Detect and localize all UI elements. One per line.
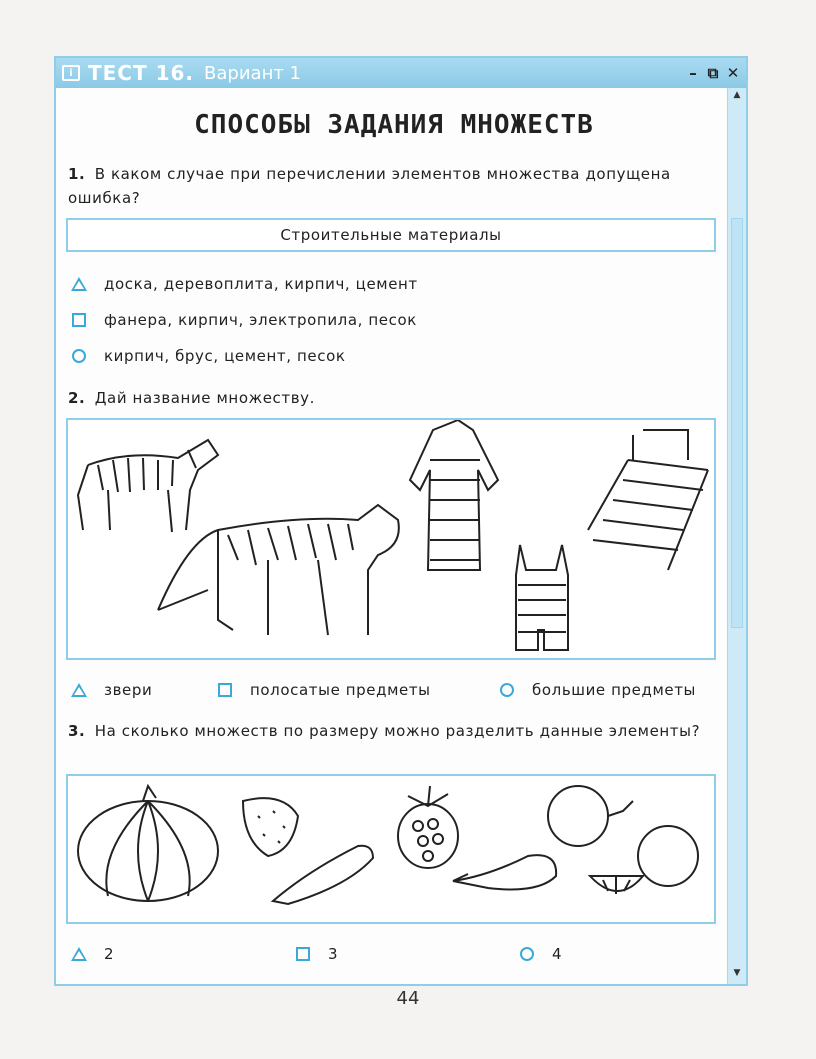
q2-option-c[interactable] — [496, 681, 696, 699]
q3-option-c[interactable] — [516, 945, 562, 963]
fruits-vegetables-illustration — [68, 776, 714, 922]
page-number: 44 — [396, 988, 420, 1009]
striped-items-illustration — [68, 420, 714, 658]
triangle-icon — [71, 683, 87, 697]
question-2-number: 2. — [68, 389, 86, 407]
strawberry-drawing — [243, 798, 298, 856]
raspberry-drawing — [398, 786, 458, 868]
pumpkin-drawing — [78, 786, 218, 901]
q3-option-a[interactable] — [68, 945, 114, 963]
window-variant: Вариант 1 — [204, 62, 301, 84]
scroll-thumb[interactable] — [731, 218, 743, 628]
q1-option-a[interactable] — [68, 275, 418, 293]
eggplant-drawing — [453, 855, 556, 889]
q1-option-c[interactable] — [68, 347, 346, 365]
square-icon — [296, 947, 310, 961]
title-bar — [56, 58, 746, 88]
restore-icon[interactable]: ⧉ — [707, 64, 719, 82]
question-1 — [68, 162, 718, 210]
q3-option-a-label: 2 — [104, 945, 115, 963]
category-label: Строительные материалы — [280, 226, 502, 244]
scroll-down-icon[interactable]: ▼ — [733, 968, 741, 978]
question-3 — [68, 719, 718, 743]
q3-option-c-label: 4 — [552, 945, 563, 963]
q1-option-b[interactable] — [68, 311, 417, 329]
orange-drawing — [590, 826, 698, 894]
q2-option-b[interactable] — [214, 681, 431, 699]
striped-items-picture — [66, 418, 716, 660]
zebra-drawing — [78, 440, 218, 532]
page-title: СПОСОБЫ ЗАДАНИЯ МНОЖЕСТВ — [194, 110, 594, 140]
category-box — [66, 218, 716, 252]
q2-option-a-label: звери — [104, 681, 153, 699]
q1-option-b-label: фанера, кирпич, электропила, песок — [104, 311, 417, 329]
robe-drawing — [410, 420, 498, 570]
triangle-icon — [71, 947, 87, 961]
question-3-text: На сколько множеств по размеру можно разделить данные элементы? — [94, 722, 701, 740]
minimize-icon[interactable]: – — [689, 64, 697, 82]
tiger-drawing — [158, 505, 399, 635]
test-window — [54, 56, 748, 986]
fruits-vegetables-picture — [66, 774, 716, 924]
question-3-number: 3. — [68, 722, 86, 740]
q1-option-a-label: доска, деревоплита, кирпич, цемент — [104, 275, 418, 293]
window-title: ТЕСТ 16. — [88, 61, 195, 85]
square-icon — [218, 683, 232, 697]
vertical-scrollbar[interactable] — [727, 88, 746, 984]
swimsuit-drawing — [516, 545, 568, 650]
q2-option-c-label: большие предметы — [532, 681, 696, 699]
circle-icon — [500, 683, 514, 697]
circle-icon — [72, 349, 86, 363]
triangle-icon — [71, 277, 87, 291]
question-1-text: В каком случае при перечислении элементов множества допущена ошибка? — [68, 165, 671, 207]
zucchini-drawing — [273, 846, 373, 904]
question-2-text: Дай название множеству. — [94, 389, 316, 407]
crosswalk-drawing — [588, 430, 708, 570]
scroll-up-icon[interactable]: ▲ — [733, 90, 741, 100]
square-icon — [72, 313, 86, 327]
question-2 — [68, 386, 718, 410]
q3-option-b-label: 3 — [328, 945, 339, 963]
q3-option-b[interactable] — [292, 945, 338, 963]
info-icon: i — [62, 65, 80, 81]
q2-option-b-label: полосатые предметы — [250, 681, 431, 699]
q1-option-c-label: кирпич, брус, цемент, песок — [104, 347, 346, 365]
circle-icon — [520, 947, 534, 961]
apple-drawing — [548, 786, 633, 846]
question-1-number: 1. — [68, 165, 86, 183]
q2-option-a[interactable] — [68, 681, 152, 699]
close-icon[interactable]: ✕ — [726, 64, 740, 82]
